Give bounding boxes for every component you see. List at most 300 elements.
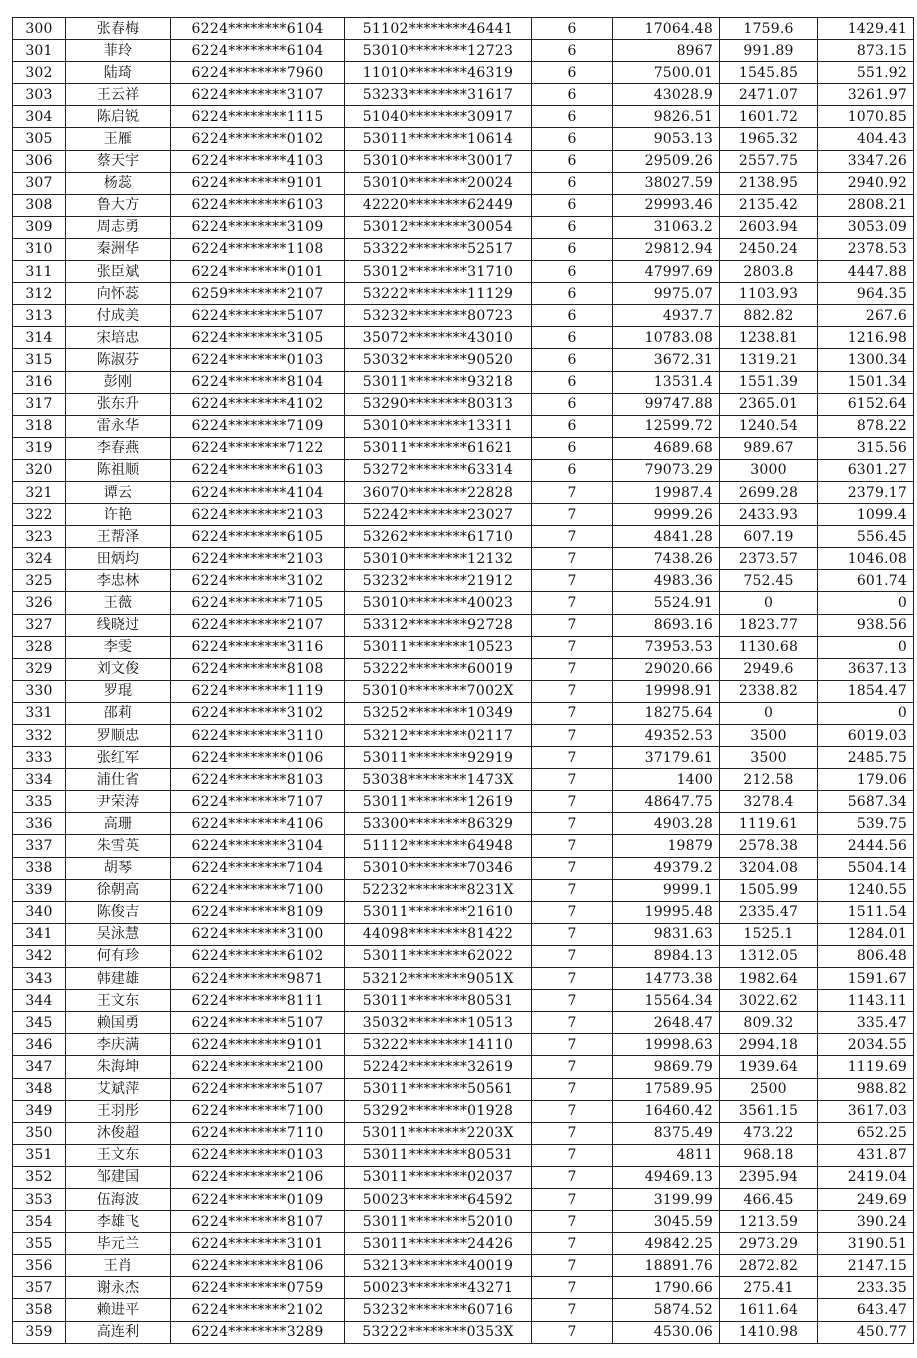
row-number-cell: 323 [13,526,66,548]
group-cell: 7 [532,945,613,967]
id-number-cell: 53011********50561 [345,1078,532,1100]
row-number-cell: 357 [13,1277,66,1299]
group-cell: 6 [532,194,613,216]
table-row [13,18,914,40]
subsidy-cell: 2578.38 [720,835,818,857]
table-row [13,261,914,283]
amount-cell: 31063.2 [613,216,720,238]
name-cell: 刘文俊 [66,658,171,680]
table-row [13,504,914,526]
subsidy-cell: 3500 [720,747,818,769]
row-number-cell: 353 [13,1188,66,1210]
name-cell: 沐俊超 [66,1122,171,1144]
id-number-cell: 52232********8231X [345,879,532,901]
subsidy-cell: 1505.99 [720,879,818,901]
group-cell: 7 [532,1299,613,1321]
subsidy-cell: 1982.64 [720,968,818,990]
table-row [13,1321,914,1343]
tax-cell: 1070.85 [818,106,914,128]
group-cell: 7 [532,747,613,769]
row-number-cell: 320 [13,459,66,481]
table-row [13,1034,914,1056]
id-number-cell: 35032********10513 [345,1012,532,1034]
tax-cell: 3617.03 [818,1100,914,1122]
card-number-cell: 6224********5107 [171,1012,345,1034]
group-cell: 7 [532,1122,613,1144]
id-number-cell: 53011********10523 [345,636,532,658]
row-number-cell: 342 [13,945,66,967]
group-cell: 6 [532,238,613,260]
id-number-cell: 53252********10349 [345,702,532,724]
group-cell: 6 [532,172,613,194]
card-number-cell: 6224********5107 [171,1078,345,1100]
tax-cell: 390.24 [818,1211,914,1233]
row-number-cell: 347 [13,1056,66,1078]
subsidy-cell: 212.58 [720,769,818,791]
tax-cell: 1046.08 [818,548,914,570]
card-number-cell: 6224********7109 [171,415,345,437]
tax-cell: 179.06 [818,769,914,791]
row-number-cell: 343 [13,968,66,990]
subsidy-cell: 2699.28 [720,481,818,503]
group-cell: 7 [532,857,613,879]
group-cell: 6 [532,349,613,371]
id-number-cell: 53011********93218 [345,371,532,393]
name-cell: 伍海波 [66,1188,171,1210]
card-number-cell: 6224********3116 [171,636,345,658]
table-row [13,172,914,194]
row-number-cell: 351 [13,1144,66,1166]
tax-cell: 539.75 [818,813,914,835]
group-cell: 6 [532,371,613,393]
card-number-cell: 6224********1108 [171,238,345,260]
table-row [13,393,914,415]
table-row [13,614,914,636]
group-cell: 7 [532,548,613,570]
name-cell: 李雄飞 [66,1211,171,1233]
id-number-cell: 53233********31617 [345,84,532,106]
subsidy-cell: 2135.42 [720,194,818,216]
subsidy-cell: 2471.07 [720,84,818,106]
name-cell: 王羽彤 [66,1100,171,1122]
row-number-cell: 322 [13,504,66,526]
id-number-cell: 35072********43010 [345,327,532,349]
card-number-cell: 6224********7122 [171,437,345,459]
card-number-cell: 6224********8108 [171,658,345,680]
tax-cell: 878.22 [818,415,914,437]
amount-cell: 99747.88 [613,393,720,415]
amount-cell: 1790.66 [613,1277,720,1299]
name-cell: 胡琴 [66,857,171,879]
subsidy-cell: 2500 [720,1078,818,1100]
row-number-cell: 303 [13,84,66,106]
amount-cell: 17064.48 [613,18,720,40]
group-cell: 7 [532,1056,613,1078]
group-cell: 7 [532,614,613,636]
subsidy-cell: 1312.05 [720,945,818,967]
row-number-cell: 321 [13,481,66,503]
table-body [13,18,914,1344]
id-number-cell: 53222********0353X [345,1321,532,1343]
table-row [13,658,914,680]
name-cell: 王文东 [66,990,171,1012]
id-number-cell: 52242********32619 [345,1056,532,1078]
row-number-cell: 326 [13,592,66,614]
amount-cell: 49469.13 [613,1166,720,1188]
subsidy-cell: 466.45 [720,1188,818,1210]
name-cell: 许艳 [66,504,171,526]
tax-cell: 0 [818,702,914,724]
subsidy-cell: 3278.4 [720,791,818,813]
group-cell: 7 [532,1078,613,1100]
amount-cell: 9999.1 [613,879,720,901]
group-cell: 6 [532,106,613,128]
subsidy-cell: 1119.61 [720,813,818,835]
row-number-cell: 333 [13,747,66,769]
tax-cell: 6019.03 [818,725,914,747]
subsidy-cell: 2803.8 [720,261,818,283]
subsidy-cell: 2395.94 [720,1166,818,1188]
tax-cell: 404.43 [818,128,914,150]
row-number-cell: 346 [13,1034,66,1056]
table-row [13,305,914,327]
amount-cell: 9999.26 [613,504,720,526]
id-number-cell: 53011********12619 [345,791,532,813]
table-row [13,1056,914,1078]
id-number-cell: 53012********31710 [345,261,532,283]
row-number-cell: 307 [13,172,66,194]
amount-cell: 16460.42 [613,1100,720,1122]
name-cell: 李忠林 [66,570,171,592]
id-number-cell: 53010********30017 [345,150,532,172]
table-row [13,702,914,724]
card-number-cell: 6224********8109 [171,901,345,923]
table-row [13,1233,914,1255]
tax-cell: 450.77 [818,1321,914,1343]
subsidy-cell: 968.18 [720,1144,818,1166]
row-number-cell: 325 [13,570,66,592]
amount-cell: 4530.06 [613,1321,720,1343]
row-number-cell: 358 [13,1299,66,1321]
card-number-cell: 6224********6104 [171,18,345,40]
row-number-cell: 355 [13,1233,66,1255]
card-number-cell: 6224********7104 [171,857,345,879]
row-number-cell: 301 [13,40,66,62]
group-cell: 6 [532,261,613,283]
group-cell: 6 [532,459,613,481]
amount-cell: 12599.72 [613,415,720,437]
tax-cell: 5687.34 [818,791,914,813]
id-number-cell: 53290********80313 [345,393,532,415]
subsidy-cell: 1601.72 [720,106,818,128]
subsidy-cell: 1551.39 [720,371,818,393]
table-row [13,349,914,371]
group-cell: 7 [532,1012,613,1034]
table-row [13,216,914,238]
id-number-cell: 44098********81422 [345,923,532,945]
group-cell: 7 [532,592,613,614]
table-row [13,238,914,260]
subsidy-cell: 2973.29 [720,1233,818,1255]
group-cell: 6 [532,216,613,238]
subsidy-cell: 1823.77 [720,614,818,636]
table-row [13,548,914,570]
id-number-cell: 53011********80531 [345,1144,532,1166]
group-cell: 7 [532,1321,613,1343]
amount-cell: 4983.36 [613,570,720,592]
tax-cell: 988.82 [818,1078,914,1100]
row-number-cell: 317 [13,393,66,415]
table-row [13,1122,914,1144]
tax-cell: 938.56 [818,614,914,636]
id-number-cell: 53011********24426 [345,1233,532,1255]
id-number-cell: 53011********52010 [345,1211,532,1233]
group-cell: 6 [532,327,613,349]
card-number-cell: 6224********0103 [171,349,345,371]
group-cell: 7 [532,1144,613,1166]
row-number-cell: 331 [13,702,66,724]
id-number-cell: 53011********92919 [345,747,532,769]
name-cell: 尹荣涛 [66,791,171,813]
group-cell: 7 [532,1277,613,1299]
card-number-cell: 6224********8107 [171,1211,345,1233]
name-cell: 蔡天宇 [66,150,171,172]
group-cell: 7 [532,1255,613,1277]
name-cell: 王云祥 [66,84,171,106]
group-cell: 6 [532,62,613,84]
id-number-cell: 53038********1473X [345,769,532,791]
tax-cell: 1284.01 [818,923,914,945]
amount-cell: 19998.63 [613,1034,720,1056]
id-number-cell: 53262********61710 [345,526,532,548]
table-row [13,283,914,305]
group-cell: 7 [532,570,613,592]
amount-cell: 19995.48 [613,901,720,923]
tax-cell: 964.35 [818,283,914,305]
card-number-cell: 6224********3109 [171,216,345,238]
name-cell: 高珊 [66,813,171,835]
card-number-cell: 6224********2103 [171,548,345,570]
tax-cell: 806.48 [818,945,914,967]
card-number-cell: 6224********6103 [171,194,345,216]
group-cell: 7 [532,1166,613,1188]
row-number-cell: 344 [13,990,66,1012]
card-number-cell: 6224********4103 [171,150,345,172]
table-row [13,968,914,990]
name-cell: 鲁大方 [66,194,171,216]
group-cell: 6 [532,415,613,437]
card-number-cell: 6224********1119 [171,680,345,702]
card-number-cell: 6224********3104 [171,835,345,857]
subsidy-cell: 1545.85 [720,62,818,84]
amount-cell: 3045.59 [613,1211,720,1233]
row-number-cell: 340 [13,901,66,923]
amount-cell: 4937.7 [613,305,720,327]
card-number-cell: 6224********4106 [171,813,345,835]
name-cell: 陈祖顺 [66,459,171,481]
id-number-cell: 53010********70346 [345,857,532,879]
card-number-cell: 6224********3100 [171,923,345,945]
group-cell: 7 [532,1211,613,1233]
name-cell: 王肖 [66,1255,171,1277]
tax-cell: 3347.26 [818,150,914,172]
card-number-cell: 6224********2107 [171,614,345,636]
name-cell: 毕元兰 [66,1233,171,1255]
amount-cell: 14773.38 [613,968,720,990]
amount-cell: 19879 [613,835,720,857]
tax-cell: 249.69 [818,1188,914,1210]
id-number-cell: 53300********86329 [345,813,532,835]
table-row [13,62,914,84]
group-cell: 6 [532,437,613,459]
row-number-cell: 309 [13,216,66,238]
subsidy-cell: 991.89 [720,40,818,62]
name-cell: 李春燕 [66,437,171,459]
amount-cell: 3672.31 [613,349,720,371]
amount-cell: 8375.49 [613,1122,720,1144]
amount-cell: 49842.25 [613,1233,720,1255]
table-row [13,40,914,62]
amount-cell: 9826.51 [613,106,720,128]
table-row [13,636,914,658]
id-number-cell: 53011********21610 [345,901,532,923]
card-number-cell: 6224********7110 [171,1122,345,1144]
amount-cell: 48647.75 [613,791,720,813]
name-cell: 王文东 [66,1144,171,1166]
name-cell: 张春梅 [66,18,171,40]
id-number-cell: 52242********23027 [345,504,532,526]
amount-cell: 8693.16 [613,614,720,636]
tax-cell: 1501.34 [818,371,914,393]
table-row [13,990,914,1012]
tax-cell: 1240.55 [818,879,914,901]
id-number-cell: 53292********01928 [345,1100,532,1122]
tax-cell: 2378.53 [818,238,914,260]
table-row [13,415,914,437]
card-number-cell: 6224********0103 [171,1144,345,1166]
tax-cell: 551.92 [818,62,914,84]
tax-cell: 335.47 [818,1012,914,1034]
amount-cell: 17589.95 [613,1078,720,1100]
amount-cell: 13531.4 [613,371,720,393]
table-row [13,481,914,503]
subsidy-cell: 1939.64 [720,1056,818,1078]
name-cell: 陈淑芬 [66,349,171,371]
name-cell: 线晓过 [66,614,171,636]
id-number-cell: 36070********22828 [345,481,532,503]
group-cell: 7 [532,636,613,658]
amount-cell: 15564.34 [613,990,720,1012]
id-number-cell: 42220********62449 [345,194,532,216]
amount-cell: 4811 [613,1144,720,1166]
subsidy-cell: 1103.93 [720,283,818,305]
amount-cell: 4689.68 [613,437,720,459]
card-number-cell: 6224********9101 [171,172,345,194]
name-cell: 付成美 [66,305,171,327]
id-number-cell: 53010********13311 [345,415,532,437]
tax-cell: 2379.17 [818,481,914,503]
id-number-cell: 53010********20024 [345,172,532,194]
amount-cell: 9869.79 [613,1056,720,1078]
id-number-cell: 50023********64592 [345,1188,532,1210]
tax-cell: 1300.34 [818,349,914,371]
group-cell: 6 [532,305,613,327]
card-number-cell: 6224********8104 [171,371,345,393]
row-number-cell: 310 [13,238,66,260]
name-cell: 朱雪英 [66,835,171,857]
card-number-cell: 6259********2107 [171,283,345,305]
tax-cell: 1511.54 [818,901,914,923]
amount-cell: 73953.53 [613,636,720,658]
group-cell: 6 [532,128,613,150]
id-number-cell: 53010********12723 [345,40,532,62]
amount-cell: 43028.9 [613,84,720,106]
id-number-cell: 53232********80723 [345,305,532,327]
id-number-cell: 53312********92728 [345,614,532,636]
tax-cell: 6152.64 [818,393,914,415]
card-number-cell: 6224********9101 [171,1034,345,1056]
subsidy-cell: 809.32 [720,1012,818,1034]
card-number-cell: 6224********3101 [171,1233,345,1255]
row-number-cell: 314 [13,327,66,349]
tax-cell: 0 [818,592,914,614]
group-cell: 6 [532,40,613,62]
table-row [13,747,914,769]
card-number-cell: 6224********4104 [171,481,345,503]
group-cell: 7 [532,769,613,791]
table-row [13,680,914,702]
tax-cell: 2444.56 [818,835,914,857]
tax-cell: 1854.47 [818,680,914,702]
name-cell: 朱海坤 [66,1056,171,1078]
row-number-cell: 316 [13,371,66,393]
name-cell: 秦洲华 [66,238,171,260]
id-number-cell: 53212********02117 [345,725,532,747]
tax-cell: 2940.92 [818,172,914,194]
tax-cell: 2419.04 [818,1166,914,1188]
subsidy-cell: 1759.6 [720,18,818,40]
subsidy-cell: 3000 [720,459,818,481]
row-number-cell: 352 [13,1166,66,1188]
card-number-cell: 6224********0102 [171,128,345,150]
name-cell: 王帮泽 [66,526,171,548]
subsidy-cell: 989.67 [720,437,818,459]
name-cell: 杨蕊 [66,172,171,194]
row-number-cell: 328 [13,636,66,658]
row-number-cell: 315 [13,349,66,371]
row-number-cell: 302 [13,62,66,84]
amount-cell: 5524.91 [613,592,720,614]
id-number-cell: 53010********7002X [345,680,532,702]
table-row [13,1078,914,1100]
group-cell: 7 [532,658,613,680]
tax-cell: 873.15 [818,40,914,62]
amount-cell: 29509.26 [613,150,720,172]
row-number-cell: 354 [13,1211,66,1233]
amount-cell: 19998.91 [613,680,720,702]
group-cell: 7 [532,968,613,990]
table-row [13,769,914,791]
id-number-cell: 53232********60716 [345,1299,532,1321]
id-number-cell: 50023********43271 [345,1277,532,1299]
tax-cell: 2808.21 [818,194,914,216]
card-number-cell: 6224********3110 [171,725,345,747]
amount-cell: 29993.46 [613,194,720,216]
card-number-cell: 6224********3102 [171,702,345,724]
name-cell: 赖国勇 [66,1012,171,1034]
group-cell: 6 [532,393,613,415]
id-number-cell: 53012********30054 [345,216,532,238]
